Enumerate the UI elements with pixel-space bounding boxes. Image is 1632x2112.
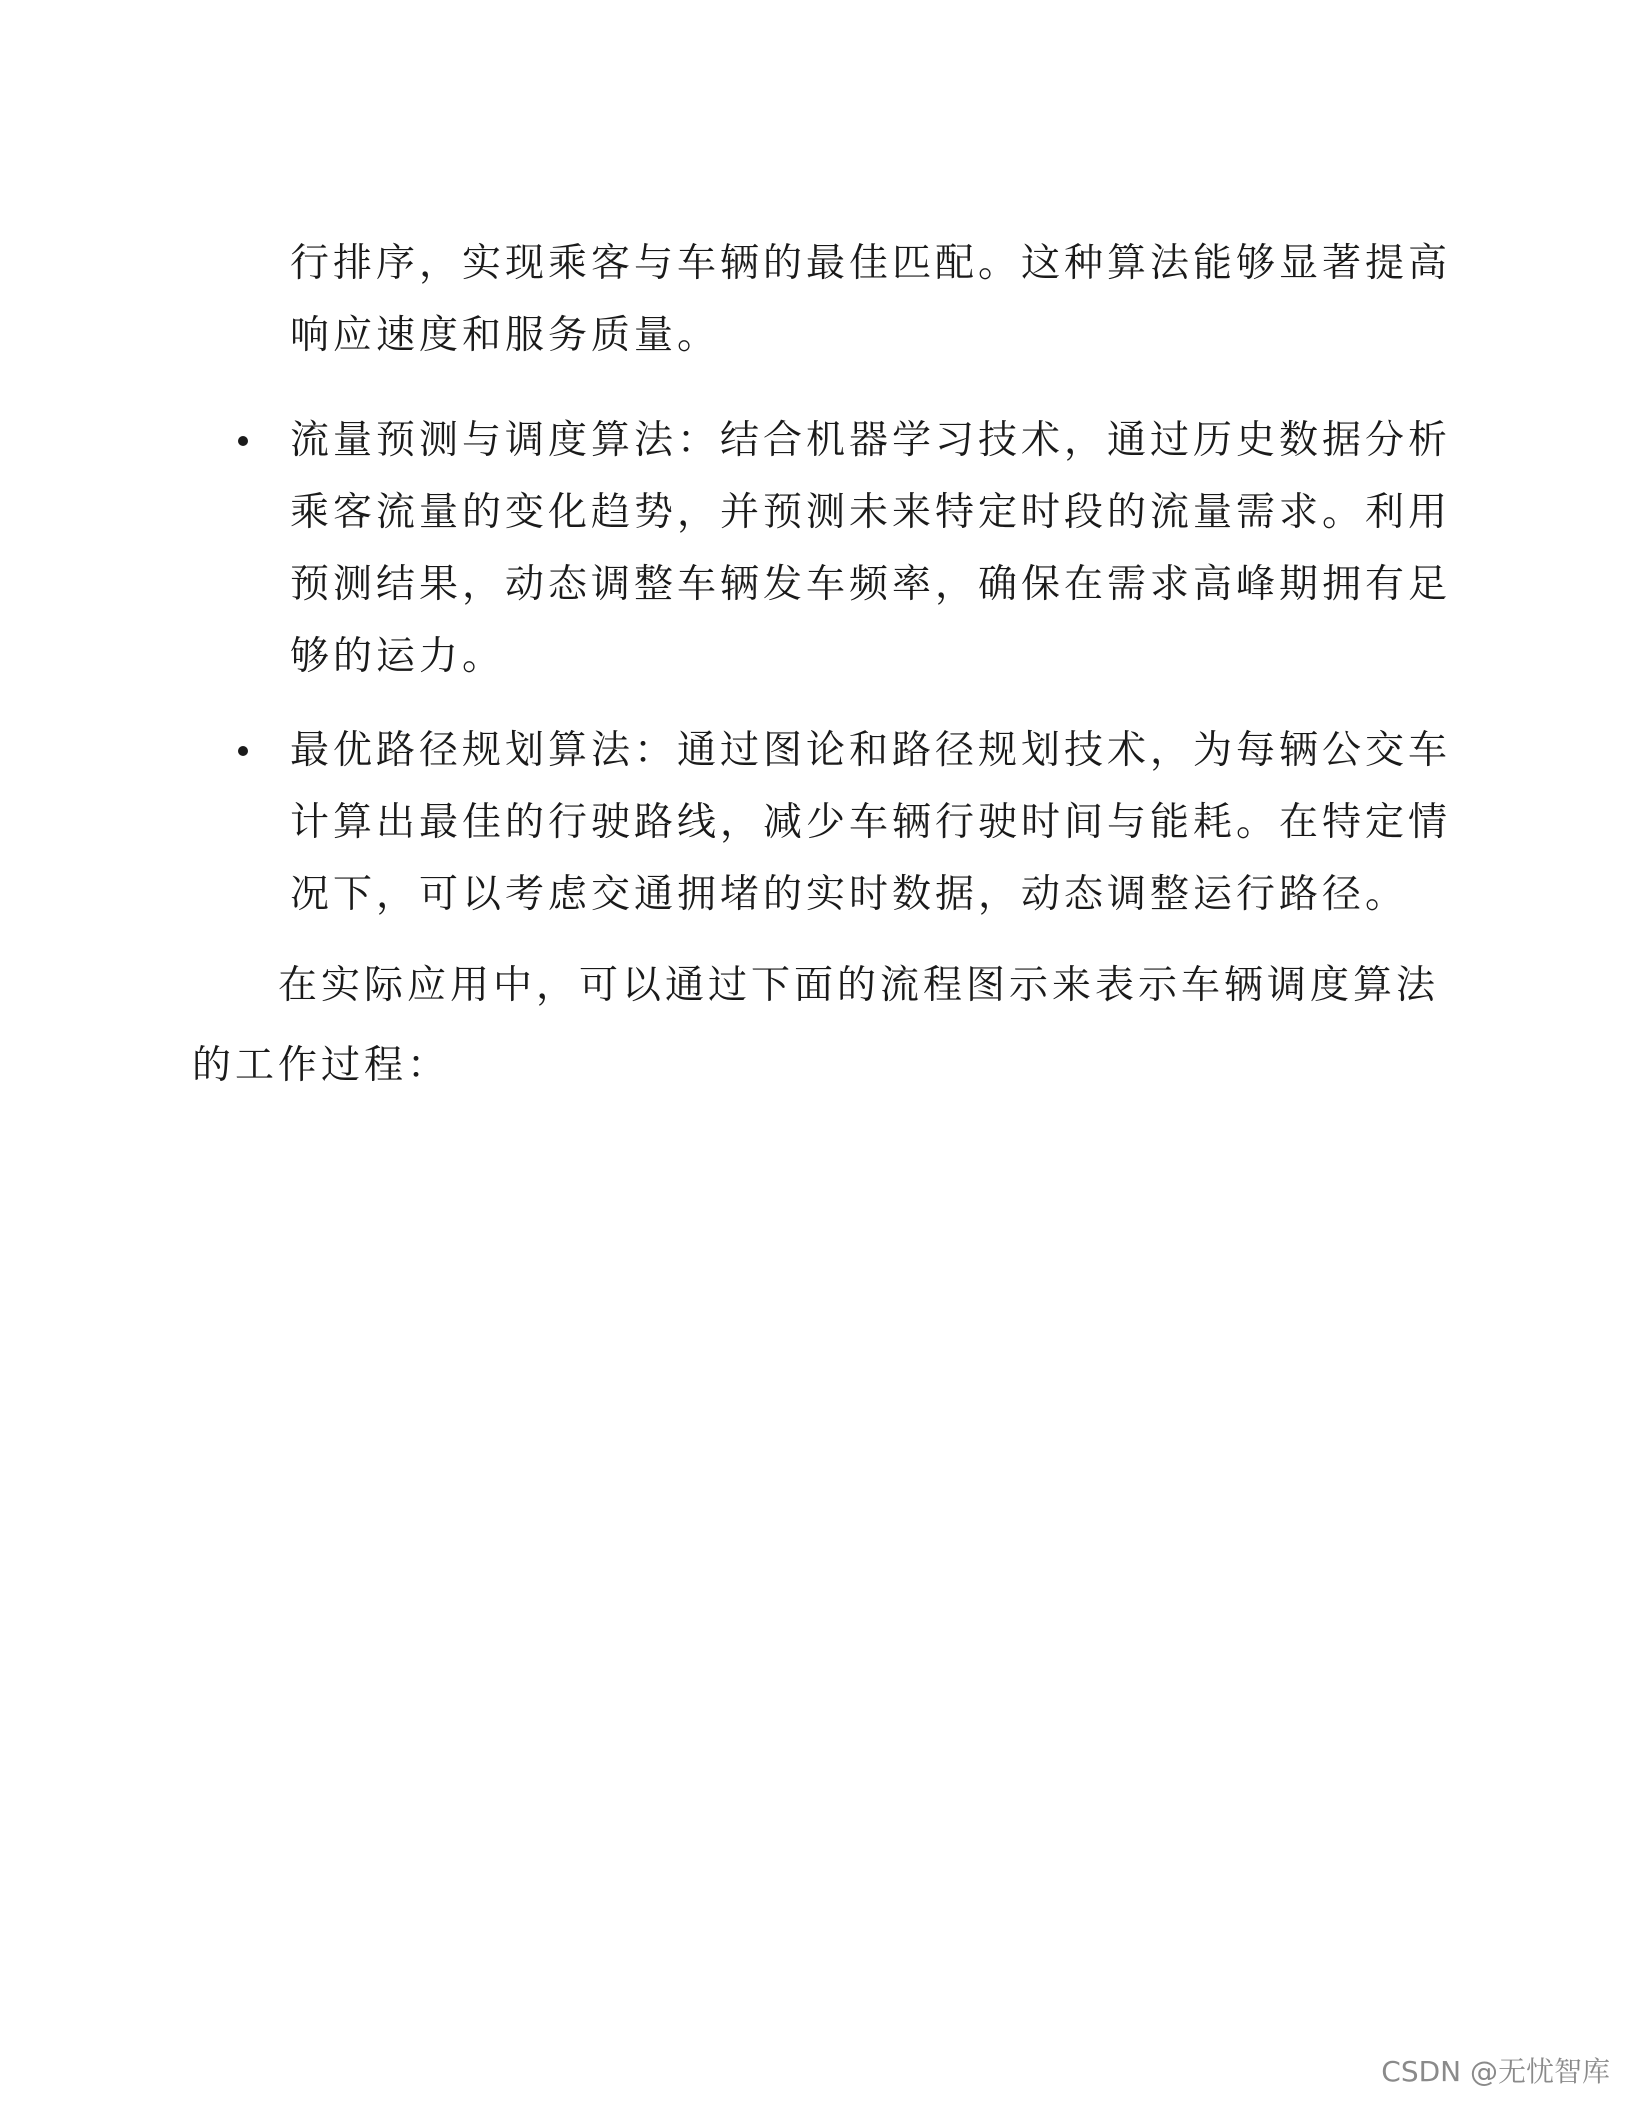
bullet-1-line-3: 预测结果，动态调整车辆发车频率，确保在需求高峰期拥有足: [290, 562, 1452, 607]
bullet-1-line-4: 够的运力。: [290, 634, 506, 679]
intro-line-2: 响应速度和服务质量。: [290, 313, 721, 358]
closing-line-1: 在实际应用中，可以通过下面的流程图示来表示车辆调度算法: [278, 963, 1440, 1008]
bullet-2-line-2: 计算出最佳的行驶路线，减少车辆行驶时间与能耗。在特定情: [290, 800, 1452, 845]
bullet-1-line-1: 流量预测与调度算法：结合机器学习技术，通过历史数据分析: [290, 418, 1452, 463]
closing-line-2: 的工作过程：: [192, 1043, 451, 1088]
bullet-2-line-3: 况下，可以考虑交通拥堵的实时数据，动态调整运行路径。: [290, 872, 1409, 917]
intro-line-1: 行排序，实现乘客与车辆的最佳匹配。这种算法能够显著提高: [290, 241, 1452, 286]
csdn-watermark: CSDN @无忧智库: [1381, 2055, 1610, 2088]
bullet-1-line-2: 乘客流量的变化趋势，并预测未来特定时段的流量需求。利用: [290, 490, 1452, 535]
bullet-dot-1: [238, 436, 248, 446]
bullet-2-line-1: 最优路径规划算法：通过图论和路径规划技术，为每辆公交车: [290, 728, 1452, 773]
bullet-dot-2: [238, 746, 248, 756]
